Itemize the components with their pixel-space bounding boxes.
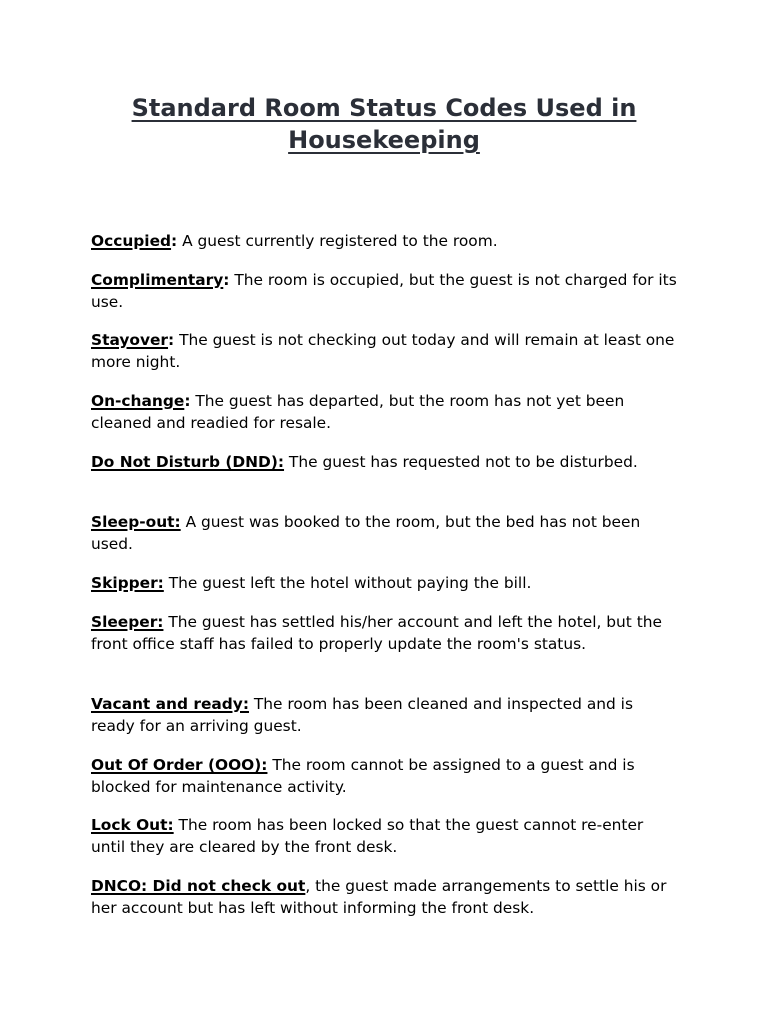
- entry-sleeper: [91, 612, 681, 655]
- entry-definition: The room is occupied, but the guest is not charged for its use.: [91, 271, 677, 311]
- entry-definition: The room cannot be assigned to a guest and is blocked for maintenance activity.: [91, 756, 635, 796]
- entry-definition: A guest currently registered to the room.: [177, 232, 498, 250]
- entry-definition: A guest was booked to the room, but the bed has not been used.: [91, 513, 641, 553]
- entry-definition: The room has been locked so that the guest cannot re-enter until they are cleared by the front desk.: [91, 816, 644, 856]
- entry-term: Out Of Order (OOO):: [91, 756, 268, 774]
- document-title-text: Standard Room Status Codes Used in Housekeeping: [131, 94, 637, 154]
- entry-definition: The guest has departed, but the room has not yet been cleaned and readied for resale.: [91, 392, 625, 432]
- entry-complimentary: [91, 270, 681, 313]
- entry-term: Lock Out:: [91, 816, 174, 834]
- entry-definition: The guest has settled his/her account and left the hotel, but the front office staff has failed to properly update the room's status.: [91, 613, 662, 653]
- entry-term: Sleeper:: [91, 613, 164, 631]
- entry-definition: The guest left the hotel without paying the bill.: [163, 574, 532, 592]
- entry-stayover: [91, 330, 681, 373]
- entry-on-change: [91, 391, 681, 434]
- entry-vacant-and-ready: [91, 694, 681, 737]
- entry-do-not-disturb: [91, 452, 681, 474]
- entry-occupied: [91, 231, 681, 253]
- entry-definition: , the guest made arrangements to settle his or her account but has left without informing the front desk.: [91, 877, 667, 917]
- entry-definition: The guest has requested not to be disturbed.: [284, 453, 638, 471]
- entry-term: On-change: [91, 392, 185, 410]
- document-title: [60, 92, 708, 156]
- entry-term: Occupied: [91, 232, 172, 250]
- entry-separator: :: [184, 392, 191, 410]
- entry-separator: :: [171, 232, 178, 250]
- entry-separator: :: [168, 331, 175, 349]
- entry-lock-out: [91, 815, 681, 858]
- entry-term: Skipper:: [91, 574, 164, 592]
- entry-out-of-order: [91, 755, 681, 798]
- entry-term: Do Not Disturb (DND):: [91, 453, 285, 471]
- entry-term: Complimentary: [91, 271, 224, 289]
- entry-sleep-out: [91, 512, 681, 555]
- entry-definition: The room has been cleaned and inspected and is ready for an arriving guest.: [91, 695, 633, 735]
- entry-definition: The guest is not checking out today and will remain at least one more night.: [91, 331, 675, 371]
- entry-skipper: [91, 573, 681, 595]
- entry-term: Stayover: [91, 331, 169, 349]
- entry-dnco: [91, 876, 681, 919]
- entry-term: Sleep-out:: [91, 513, 181, 531]
- entry-term: Vacant and ready:: [91, 695, 249, 713]
- entry-separator: :: [223, 271, 230, 289]
- entry-term: DNCO: Did not check out: [91, 877, 306, 895]
